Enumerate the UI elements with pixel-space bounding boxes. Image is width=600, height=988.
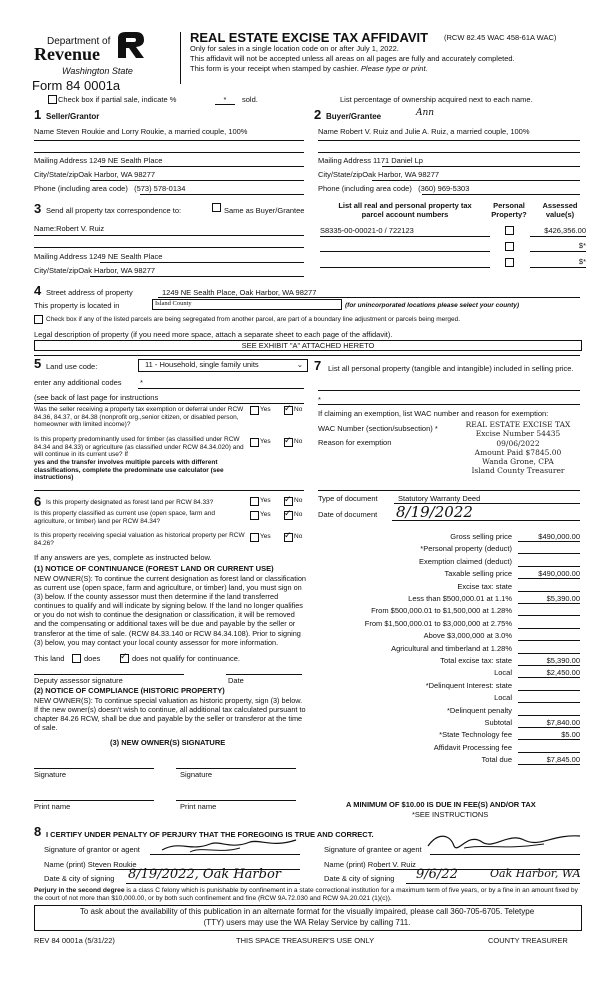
- new-owner-print-line-1: [34, 800, 154, 801]
- exemption-claim-label: If claiming an exemption, list WAC number and reason for exemption:: [318, 409, 549, 418]
- section-3-label: Send all property tax correspondence to:: [46, 206, 182, 215]
- tax-line-label: From $1,500,000.01 to $3,000,000 at 2.75%: [364, 619, 512, 628]
- uninc-note: (for unincorporated locations please select your county): [345, 302, 520, 309]
- exemption-yes-checkbox[interactable]: [250, 406, 259, 415]
- timber-question-bold: yes and the transfer involves multiple parcels with different classifications, complete the predominate use calculator (see instructions): [34, 459, 224, 481]
- current-use-yes-checkbox[interactable]: [250, 511, 259, 520]
- buyer-name-line: [318, 140, 580, 141]
- tax-line-label: *Personal property (deduct): [420, 544, 512, 553]
- buyer-name[interactable]: Name Robert V. Ruiz and Julie A. Ruiz, a married couple, 100%: [318, 127, 530, 136]
- section-5-bottom-rule: [34, 490, 304, 491]
- footer-county-treasurer: COUNTY TREASURER: [488, 936, 568, 945]
- section-7-bottom-rule: [318, 490, 580, 491]
- tax-line-label: Agricultural and timberland at 1.28%: [391, 644, 512, 653]
- buyer-city[interactable]: City/State/zipOak Harbor, WA 98277: [318, 170, 440, 179]
- deputy-date-line: [226, 674, 302, 675]
- footer-revision: REV 84 0001a (5/31/22): [34, 936, 115, 945]
- section-1-num: 1: [34, 107, 42, 122]
- tax-line-rule: [518, 553, 580, 554]
- new-owner-sig-line-1: [34, 768, 154, 769]
- wac-label: WAC Number (section/subsection) *: [318, 424, 438, 433]
- alt-format-line-1: To ask about the availability of this publication in an alternate format for the visually impaired, please call 360-705-6705. Teletype: [79, 907, 535, 916]
- minimum-due-note: A MINIMUM OF $10.00 IS DUE IN FEE(S) AND/OR TAX: [346, 800, 536, 809]
- assessed-line-2: [530, 251, 586, 252]
- same-as-buyer-label: Same as Buyer/Grantee: [224, 206, 305, 215]
- current-use-question: Is this property classified as current use (open space, farm and agriculture, or timber) land per RCW 84.34?: [34, 510, 216, 525]
- exemption-reason-label: Reason for exemption: [318, 438, 392, 447]
- exemption-question: Was the seller receiving a property tax exemption or deferral under RCW 84.36, 84.37, or 84.38 (nonprofit org.,senior citizen, or disabled person, homeowner with limited income)?: [34, 406, 244, 428]
- new-owner-print-label-1: Print name: [34, 802, 71, 811]
- tax-line-rule: [518, 752, 580, 753]
- doc-type-value[interactable]: Statutory Warranty Deed: [398, 494, 481, 503]
- parcel-number-1[interactable]: S8335-00-00021-0 / 722123: [320, 226, 414, 235]
- historic-yes-label: Yes: [260, 533, 271, 540]
- tax-line-rule: [518, 541, 580, 542]
- grantor-sig-line: [150, 854, 300, 855]
- personal-property-line-2: [318, 404, 580, 405]
- grantee-date-label: Date & city of signing: [324, 874, 395, 883]
- tax-line-rule: [518, 566, 580, 567]
- grantee-date-value[interactable]: 9/6/22: [416, 867, 458, 882]
- partial-sale-sold: sold.: [242, 95, 258, 104]
- ownership-note: List percentage of ownership acquired next to each name.: [340, 95, 533, 104]
- section-2-num: 2: [314, 107, 322, 122]
- grantor-signature[interactable]: [160, 836, 300, 856]
- tax-line-value[interactable]: $490,000.00: [538, 532, 580, 541]
- page-title: REAL ESTATE EXCISE TAX AFFIDAVIT: [190, 30, 429, 45]
- timber-yes-label: Yes: [260, 438, 271, 445]
- timber-no-checkbox[interactable]: [284, 438, 293, 447]
- revenue-logo-icon: [114, 30, 148, 60]
- land-use-select[interactable]: 11 - Household, single family units ⌄: [138, 359, 308, 372]
- section-4-bottom-rule: [34, 355, 580, 356]
- notice-1-body: NEW OWNER(S): To continue the current designation as forest land or classification as current use (open space, farm and agriculture, or timber) land, you must sign on (3) below. If the county assessor must then determine if the land transferred continues to qualify and will indicate by signing below. If the land no longer qualifies or you do not wish to continue the designation or classification, it will be removed and the compensating or additional taxes will be due and payable by the seller or transferor at the time of sale. (RCW 84.33.140 or RCW 84.34.108). Prior to signing (3) below, you may contact your local county assessor for more information.: [34, 574, 306, 647]
- personal-property-star[interactable]: *: [318, 395, 321, 404]
- buyer-phone[interactable]: Phone (including area code) (360) 969-5303: [318, 184, 470, 193]
- certification-text: I CERTIFY UNDER PENALTY OF PERJURY THAT THE FOREGOING IS TRUE AND CORRECT.: [46, 830, 374, 839]
- tax-line-label: Local: [494, 668, 512, 677]
- chevron-down-icon: ⌄: [296, 360, 303, 369]
- personal-property-checkbox-3[interactable]: [505, 258, 514, 267]
- additional-codes-value[interactable]: *: [140, 378, 143, 387]
- additional-codes-line: [138, 388, 304, 389]
- new-owner-sig-line-2: [176, 768, 296, 769]
- tax-line-value[interactable]: $5.00: [561, 730, 580, 739]
- segregated-checkbox[interactable]: [34, 315, 43, 324]
- header-line-3: This form is your receipt when stamped by cashier. Please type or print.: [190, 64, 428, 73]
- current-use-no-label: No: [294, 511, 303, 518]
- section-3-mail[interactable]: Mailing Address 1249 NE Sealth Place: [34, 252, 163, 261]
- tax-line-value[interactable]: $5,390.00: [546, 656, 580, 665]
- buyer-hand-note: Ann: [416, 108, 435, 118]
- section-5-rule: [34, 403, 304, 404]
- partial-sale-checkbox[interactable]: [48, 95, 57, 104]
- historic-yes-checkbox[interactable]: [250, 533, 259, 542]
- new-owner-sig-label-2: Signature: [180, 770, 213, 779]
- new-owner-print-label-2: Print name: [180, 802, 217, 811]
- current-use-yes-label: Yes: [260, 511, 271, 518]
- buyer-extra-line: [318, 152, 580, 153]
- additional-codes-label: enter any additional codes: [34, 378, 122, 387]
- grantor-name[interactable]: Name (print) Steven Roukie: [44, 860, 137, 869]
- personal-property-checkbox-1[interactable]: [505, 226, 514, 235]
- exemption-no-checkbox[interactable]: [284, 406, 293, 415]
- header-line-1: Only for sales in a single location code on or after July 1, 2022.: [190, 44, 399, 53]
- notice-3-title: (3) NEW OWNER(S) SIGNATURE: [110, 738, 226, 747]
- notice-2-body: NEW OWNER(S): To continue special valuation as historic property, sign (3) below. If the new owner(s) doesn't wish to continue, all additional tax calculated pursuant to chapter 84.26 RCW, shall be due and payable by the seller or transferor at the time of sale.: [34, 696, 306, 733]
- tax-line-value[interactable]: $7,840.00: [546, 718, 580, 727]
- forest-question: Is this property designated as forest land per RCW 84.33?: [46, 499, 214, 506]
- section-3-extra-line: [34, 247, 304, 248]
- parcel-line-3: [320, 267, 490, 268]
- tax-line-label: Total due: [481, 755, 512, 764]
- tax-line-label: Affidavit Processing fee: [433, 743, 512, 752]
- tax-line-rule: [518, 603, 580, 604]
- tax-line-label: Gross selling price: [450, 532, 512, 541]
- land-does-not-label: does not qualify for continuance.: [132, 654, 240, 663]
- tax-line-value[interactable]: $2,450.00: [546, 668, 580, 677]
- tax-line-label: Exemption claimed (deduct): [419, 557, 512, 566]
- tax-line-value[interactable]: $7,845.00: [546, 755, 580, 764]
- tax-line-label: Less than $500,000.01 at 1.1%: [408, 594, 512, 603]
- buyer-city-line: [372, 180, 580, 181]
- tax-line-rule: [518, 665, 580, 666]
- tax-line-value[interactable]: $5,390.00: [546, 594, 580, 603]
- parcel-header-accounts: List all real and personal property tax parcel account numbers: [338, 201, 472, 219]
- dept-label: Department of: [47, 36, 111, 47]
- land-does-label: does: [84, 654, 101, 663]
- seller-mail-line: [100, 166, 304, 167]
- buyer-mail[interactable]: Mailing Address 1171 Daniel Lp: [318, 156, 423, 165]
- grantor-date-line: [126, 883, 300, 884]
- deputy-label: Deputy assessor signature: [34, 676, 123, 685]
- county-select[interactable]: Island County: [152, 299, 342, 310]
- land-use-label: Land use code:: [46, 362, 98, 371]
- land-does-not-checkbox[interactable]: [120, 654, 129, 663]
- tax-line-rule: [518, 702, 580, 703]
- parcel-header-personal: Personal Property?: [491, 201, 527, 219]
- grantee-city-value[interactable]: Oak Harbor, WA: [490, 867, 581, 880]
- street-address-line: [158, 297, 580, 298]
- located-label: This property is located in: [34, 301, 120, 310]
- header-line-2: This affidavit will not be accepted unless all areas on all pages are fully and accurately completed.: [190, 54, 515, 63]
- timber-no-label: No: [294, 438, 303, 445]
- section-3-num: 3: [34, 201, 42, 216]
- timber-question: Is this property predominantly used for timber (as classified under RCW 84.34 and 84.33) or agriculture (as classified under RCW 84.34.020) and will continue in its current use? If: [34, 436, 244, 458]
- tax-line-label: *State Technology fee: [439, 730, 512, 739]
- section-3-mail-line: [100, 262, 304, 263]
- seller-city[interactable]: City/State/zipOak Harbor, WA 98277: [34, 170, 156, 179]
- see-back-note: (see back of last page for instructions: [34, 393, 159, 402]
- doc-date-line: [392, 520, 580, 521]
- notice-1-title: (1) NOTICE OF CONTINUANCE (FOREST LAND OR CURRENT USE): [34, 564, 274, 573]
- seller-phone[interactable]: Phone (including area code) (573) 578-0134: [34, 184, 186, 193]
- section-3-name-line: [34, 235, 304, 236]
- exemption-yes-label: Yes: [260, 406, 271, 413]
- tax-line-rule: [518, 727, 580, 728]
- section-8-num: 8: [34, 824, 42, 839]
- assessed-line-3: [530, 267, 586, 268]
- grantor-sig-label: Signature of grantor or agent: [44, 845, 140, 854]
- grantee-sig-line: [430, 854, 580, 855]
- parcel-header-assessed: Assessed value(s): [542, 201, 578, 219]
- partial-sale-label: Check box if partial sale, indicate %: [58, 95, 177, 104]
- forest-yes-label: Yes: [260, 497, 271, 504]
- answer-note: If any answers are yes, complete as instructed below.: [34, 553, 212, 562]
- seller-name[interactable]: Name Steven Roukie and Lorry Roukie, a married couple, 100%: [34, 127, 248, 136]
- new-owner-print-line-2: [176, 800, 296, 801]
- tax-line-rule: [518, 715, 580, 716]
- legal-description-box[interactable]: SEE EXHIBIT "A" ATTACHED HERETO: [34, 340, 582, 351]
- parcel-line-2: [320, 251, 490, 252]
- seller-title: Seller/Grantor: [46, 112, 100, 121]
- seller-city-line: [90, 180, 304, 181]
- land-does-checkbox[interactable]: [72, 654, 81, 663]
- new-owner-sig-label-1: Signature: [34, 770, 67, 779]
- assessed-value-1[interactable]: $426,356.00: [544, 226, 586, 235]
- legal-description-label: Legal description of property (if you need more space, attach a separate sheet to each page of the affidavit).: [34, 330, 393, 339]
- tax-line-label: Subtotal: [484, 718, 512, 727]
- tax-line-label: *Delinquent Interest: state: [425, 681, 512, 690]
- partial-sale-pct[interactable]: *: [215, 95, 235, 105]
- tax-line-label: Taxable selling price: [444, 569, 512, 578]
- tax-line-label: Total excise tax: state: [440, 656, 512, 665]
- section-7-num: 7: [314, 358, 322, 373]
- exemption-no-label: No: [294, 406, 303, 413]
- tax-line-rule: [518, 690, 580, 691]
- section-3-name[interactable]: Name:Robert V. Ruiz: [34, 224, 105, 233]
- state-label: Washington State: [62, 66, 133, 76]
- tax-line-rule: [518, 677, 580, 678]
- tax-line-rule: [518, 628, 580, 629]
- tax-line-rule: [518, 653, 580, 654]
- personal-property-label: List all personal property (tangible and intangible) included in selling price.: [328, 364, 574, 373]
- doc-date-label: Date of document: [318, 510, 378, 519]
- tax-line-rule: [518, 739, 580, 740]
- personal-property-checkbox-2[interactable]: [505, 242, 514, 251]
- alt-format-line-2: (TTY) users may use the WA Relay Service by calling 711.: [203, 918, 411, 927]
- street-address-value[interactable]: 1249 NE Sealth Place, Oak Harbor, WA 98277: [162, 288, 317, 297]
- historic-no-checkbox[interactable]: [284, 533, 293, 542]
- current-use-no-checkbox[interactable]: [284, 511, 293, 520]
- grantor-date-label: Date & city of signing: [44, 874, 115, 883]
- forest-no-label: No: [294, 497, 303, 504]
- see-instructions-note: *SEE INSTRUCTIONS: [412, 810, 489, 819]
- perjury-notice: Perjury in the second degree is a class C felony which is punishable by confinement in a state correctional institution for a maximum term of five years, or by a fine in an amount fixed by the court of not more than $10,000.00, or by both such confinement and fine (RCW 9A.72.030 and RCW 9A.20.021 (1)(c)).: [34, 887, 578, 903]
- parcel-line-1: [320, 236, 490, 237]
- seller-name-line: [34, 140, 304, 141]
- forest-yes-checkbox[interactable]: [250, 497, 259, 506]
- tax-line-label: *Delinquent penalty: [446, 706, 512, 715]
- section-6-num: 6: [34, 494, 42, 509]
- deputy-sig-line: [34, 674, 184, 675]
- seller-extra-line: [34, 152, 304, 153]
- section-5-num: 5: [34, 356, 42, 371]
- tax-line-value[interactable]: $490,000.00: [538, 569, 580, 578]
- assessed-line-1: [530, 236, 586, 237]
- seller-mail[interactable]: Mailing Address 1249 NE Sealth Place: [34, 156, 163, 165]
- revenue-logo-text: Revenue: [34, 44, 100, 64]
- tax-line-rule: [518, 591, 580, 592]
- tax-line-label: Excise tax: state: [457, 582, 512, 591]
- buyer-mail-line: [382, 166, 580, 167]
- tax-line-label: Above $3,000,000 at 3.0%: [423, 631, 512, 640]
- grantee-name[interactable]: Name (print) Robert V. Ruiz: [324, 860, 416, 869]
- header-divider: [180, 32, 181, 84]
- street-address-label: Street address of property: [46, 288, 133, 297]
- tax-line-rule: [518, 764, 580, 765]
- tax-line-label: From $500,000.01 to $1,500,000 at 1.28%: [371, 606, 512, 615]
- section-4-num: 4: [34, 283, 42, 298]
- historic-no-label: No: [294, 533, 303, 540]
- assessed-value-3[interactable]: $*: [578, 257, 586, 266]
- grantor-date-value[interactable]: 8/19/2022, Oak Harbor: [128, 867, 282, 882]
- section-3-city-line: [90, 276, 304, 277]
- form-number: Form 84 0001a: [32, 78, 121, 93]
- doc-type-label: Type of document: [318, 494, 378, 503]
- same-as-buyer-checkbox[interactable]: [212, 203, 221, 212]
- seller-phone-line: [140, 194, 304, 195]
- section-3-city[interactable]: City/State/zipOak Harbor, WA 98277: [34, 266, 156, 275]
- forest-no-checkbox[interactable]: [284, 497, 293, 506]
- personal-property-line-1: [318, 390, 580, 391]
- segregated-label: Check box if any of the listed parcels are being segregated from another parcel, are part of a boundary line adjustment or parcels being merged.: [46, 316, 461, 323]
- treasurer-stamp: REAL ESTATE EXCISE TAX Excise Number 54435 09/06/2022 Amount Paid $7845.00 Wanda Grone, CPA Island County Treasurer: [465, 420, 571, 476]
- grantee-sig-label: Signature of grantee or agent: [324, 845, 422, 854]
- grantee-date-line: [406, 883, 580, 884]
- doc-date-value[interactable]: 8/19/2022: [396, 503, 473, 521]
- tax-line-label: Local: [494, 693, 512, 702]
- buyer-phone-line: [422, 194, 580, 195]
- tax-line-rule: [518, 640, 580, 641]
- notice-2-title: (2) NOTICE OF COMPLIANCE (HISTORIC PROPERTY): [34, 686, 225, 695]
- historic-question: Is this property receiving special valuation as historical property per RCW 84.26?: [34, 532, 245, 547]
- rcw-ref: (RCW 82.45 WAC 458-61A WAC): [444, 33, 557, 42]
- timber-yes-checkbox[interactable]: [250, 438, 259, 447]
- assessed-value-2[interactable]: $*: [578, 241, 586, 250]
- tax-line-rule: [518, 615, 580, 616]
- grantee-signature[interactable]: [424, 828, 584, 854]
- deputy-date-label: Date: [228, 676, 244, 685]
- footer-treasurer-use: THIS SPACE TREASURER'S USE ONLY: [236, 936, 375, 945]
- buyer-title: Buyer/Grantee: [326, 112, 382, 121]
- tax-line-rule: [518, 578, 580, 579]
- land-label: This land: [34, 654, 65, 663]
